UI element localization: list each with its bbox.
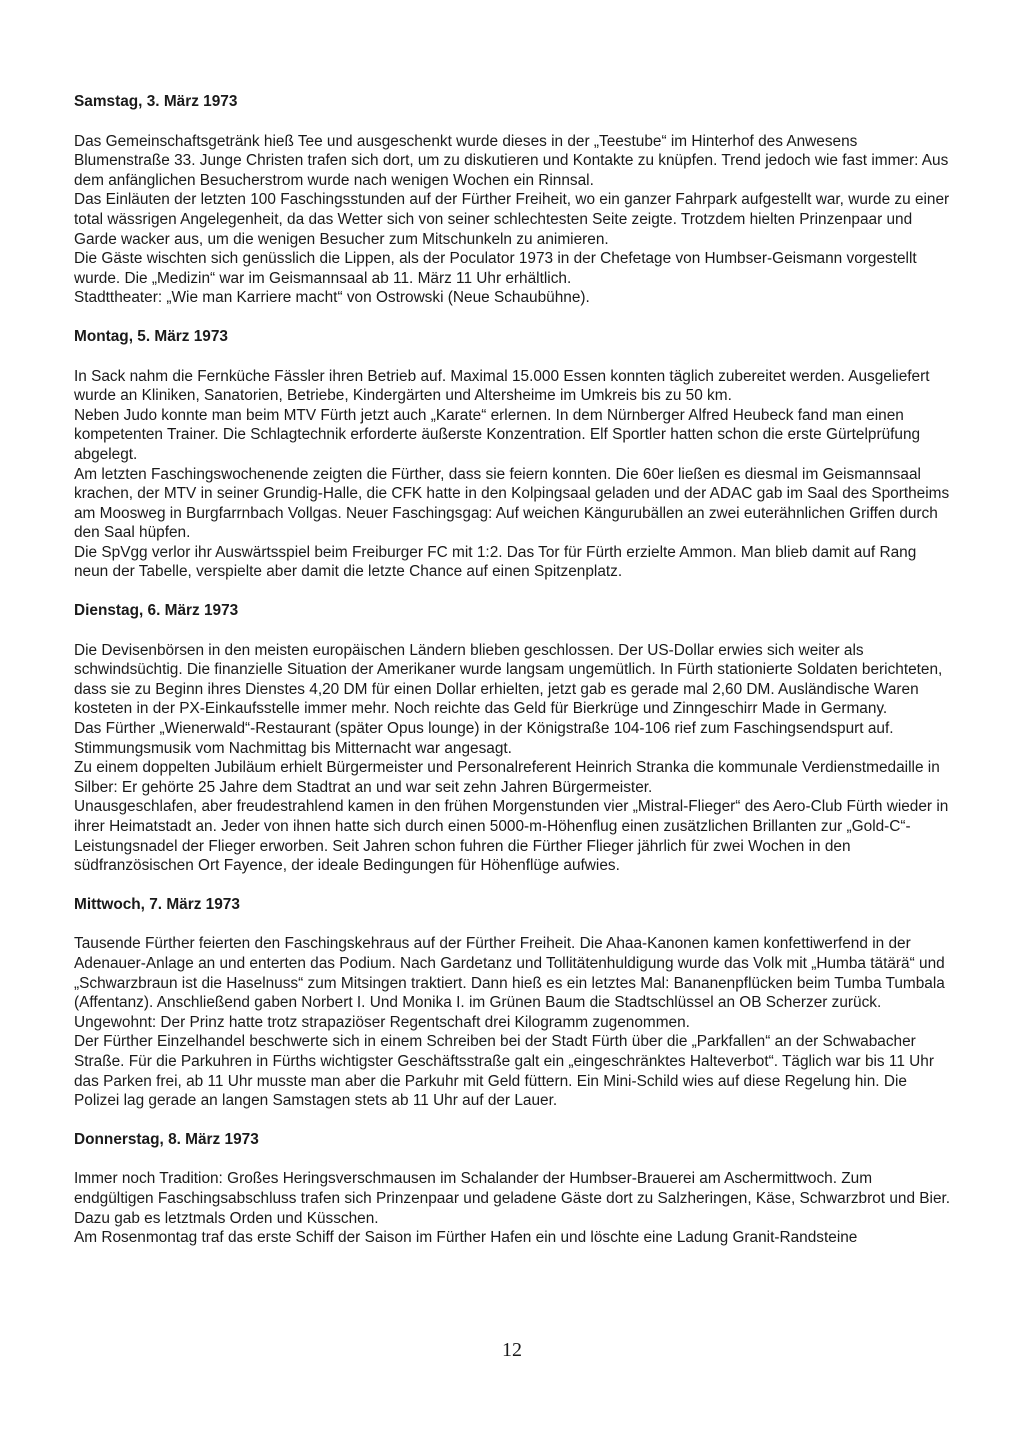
entry-paragraph: Das Gemeinschaftsgetränk hieß Tee und ausgeschenkt wurde dieses in der „Teestube“ im Hinterhof des Anwesens Blumenstraße 33. Junge Christen trafen sich dort, um zu diskutieren und Kontakte zu knüpfen. Trend jedoch wie fast immer: Aus dem anfänglichen Besucherstrom wurde nach wenigen Wochen ein Rinnsal. bbox=[74, 132, 949, 189]
entry-donnerstag bbox=[74, 1130, 954, 1248]
entry-paragraph: In Sack nahm die Fernküche Fässler ihren Betrieb auf. Maximal 15.000 Essen konnten täglich zubereitet werden. Ausgeliefert wurde an Kliniken, Sanatorien, Betriebe, Kindergärten und Altersheime im Umkreis bis zu 50 km. bbox=[74, 367, 930, 405]
entry-paragraph: Tausende Fürther feierten den Faschingskehraus auf der Fürther Freiheit. Die Ahaa-Kanonen kamen konfettiwerfend in der Adenauer-Anlage an und enterten das Podium. Nach Gardetanz und Tollitätenhuldigung wurde das Volk mit „Humba tätärä“ und „Schwarzbraun ist die Haselnuss“ zum Mitsingen traktiert. Dann hieß es ein letztes Mal: Bananenpflücken beim Tumba Tumbala (Affentanz). Anschließend gaben Norbert I. Und Monika I. im Grünen Baum die Stadtschlüssel an OB Scherzer zurück. Ungewohnt: Der Prinz hatte trotz strapaziöser Regentschaft drei Kilogramm zugenommen. bbox=[74, 935, 945, 1031]
entry-heading: Montag, 5. März 1973 bbox=[74, 327, 228, 345]
entry-paragraph: Stadttheater: „Wie man Karriere macht“ von Ostrowski (Neue Schaubühne). bbox=[74, 289, 590, 307]
entry-heading: Dienstag, 6. März 1973 bbox=[74, 602, 239, 620]
entry-paragraph: Das Einläuten der letzten 100 Faschingsstunden auf der Fürther Freiheit, wo ein ganzer Fahrpark aufgestellt war, wurde zu einer total wässrigen Angelegenheit, da das Wetter sich von seiner schlechtesten Seite zeigte. Trotzdem hielten Prinzenpaar und Garde wacker aus, um die wenigen Besucher zum Mitschunkeln zu animieren. bbox=[74, 191, 950, 248]
entry-paragraph: Die Devisenbörsen in den meisten europäischen Ländern blieben geschlossen. Der US-Dollar erwies sich weiter als schwindsüchtig. Die finanzielle Situation der Amerikaner wurde langsam ungemütlich. In Fürth stationierte Soldaten berichteten, dass sie zu Beginn ihres Dienstes 4,20 DM für einen Dollar erhielten, jetzt gab es gerade mal 2,60 DM. Ausländische Waren kosteten in der PX-Einkaufsstelle immer mehr. Noch reichte das Geld für Bierkrüge und Zinngeschirr Made in Germany. bbox=[74, 641, 943, 718]
entry-paragraph: Der Fürther Einzelhandel beschwerte sich in einem Schreiben bei der Stadt Fürth über die „Parkfallen“ an der Schwabacher Straße. Für die Parkuhren in Fürths wichtigster Geschäftsstraße galt ein „eingeschränktes Halteverbot“. Täglich war bis 11 Uhr das Parken frei, ab 11 Uhr musste man aber die Parkuhr mit Geld füttern. Ein Mini-Schild wies auf diese Regelung hin. Die Polizei lag gerade an langen Samstagen stets ab 11 Uhr auf der Lauer. bbox=[74, 1033, 934, 1110]
entry-paragraph: Unausgeschlafen, aber freudestrahlend kamen in den frühen Morgenstunden vier „Mistral-Flieger“ des Aero-Club Fürth wieder in ihrer Heimatstadt an. Jeder von ihnen hatte sich durch einen 5000-m-Höhenflug einen zusätzlichen Brillanten zur „Gold-C“-Leistungsnadel der Flieger erworben. Seit Jahren schon fuhren die Fürther Flieger jährlich für zwei Wochen in den südfranzösischen Ort Fayence, der ideale Bedingungen für Höhenflüge aufwies. bbox=[74, 798, 949, 875]
entry-dienstag bbox=[74, 601, 954, 876]
entry-paragraph: Neben Judo konnte man beim MTV Fürth jetzt auch „Karate“ erlernen. In dem Nürnberger Alfred Heubeck fand man einen kompetenten Trainer. Die Schlagtechnik erforderte äußerste Konzentration. Elf Sportler hatten schon die erste Gürtelprüfung abgelegt. bbox=[74, 406, 921, 463]
entry-heading: Mittwoch, 7. März 1973 bbox=[74, 895, 240, 913]
entry-paragraph: Immer noch Tradition: Großes Heringsverschmausen im Schalander der Humbser-Brauerei am Aschermittwoch. Zum endgültigen Faschingsabschluss trafen sich Prinzenpaar und geladene Gäste dort zu Salzheringen, Käse, Schwarzbrot und Bier. Dazu gab es letztmals Orden und Küsschen. bbox=[74, 1170, 951, 1227]
entry-montag bbox=[74, 327, 954, 582]
entry-heading: Donnerstag, 8. März 1973 bbox=[74, 1130, 259, 1148]
entry-paragraph: Zu einem doppelten Jubiläum erhielt Bürgermeister und Personalreferent Heinrich Stranka die kommunale Verdienstmedaille in Silber: Er gehörte 25 Jahre dem Stadtrat an und war seit zehn Jahren Bürgermeister. bbox=[74, 759, 940, 796]
entry-paragraph: Die Gäste wischten sich genüsslich die Lippen, als der Poculator 1973 in der Chefetage von Humbser-Geismann vorgestellt wurde. Die „Medizin“ war im Geismannsaal ab 11. März 11 Uhr erhältlich. bbox=[74, 250, 917, 287]
page-number: 12 bbox=[502, 1339, 522, 1361]
entry-paragraph: Am Rosenmontag traf das erste Schiff der Saison im Fürther Hafen ein und löschte eine Ladung Granit-Randsteine bbox=[74, 1229, 858, 1247]
entry-paragraph: Das Fürther „Wienerwald“-Restaurant (später Opus lounge) in der Königstraße 104-106 rief zum Faschingsendspurt auf. Stimmungsmusik vom Nachmittag bis Mitternacht war angesagt. bbox=[74, 720, 894, 757]
entry-heading: Samstag, 3. März 1973 bbox=[74, 93, 238, 110]
entry-mittwoch bbox=[74, 895, 954, 1111]
entry-paragraph: Die SpVgg verlor ihr Auswärtsspiel beim Freiburger FC mit 1:2. Das Tor für Fürth erzielte Ammon. Man blieb damit auf Rang neun der Tabelle, verspielte aber damit die letzte Chance auf einen Spitzenplatz. bbox=[74, 543, 917, 581]
entry-paragraph: Am letzten Faschingswochenende zeigten die Fürther, dass sie feiern konnten. Die 60er ließen es diesmal im Geismannsaal krachen, der MTV in seiner Grundig-Halle, die CFK hatte in den Kolpingsaal geladen und der ADAC gab im Saal des Sportheims am Moosweg in Burgfarrnbach Vollgas. Neuer Faschingsgag: Auf weichen Kängurubällen an zwei euterähnlichen Griffen durch den Saal hüpfen. bbox=[74, 465, 950, 542]
entry-2025-03-03 bbox=[74, 92, 954, 308]
